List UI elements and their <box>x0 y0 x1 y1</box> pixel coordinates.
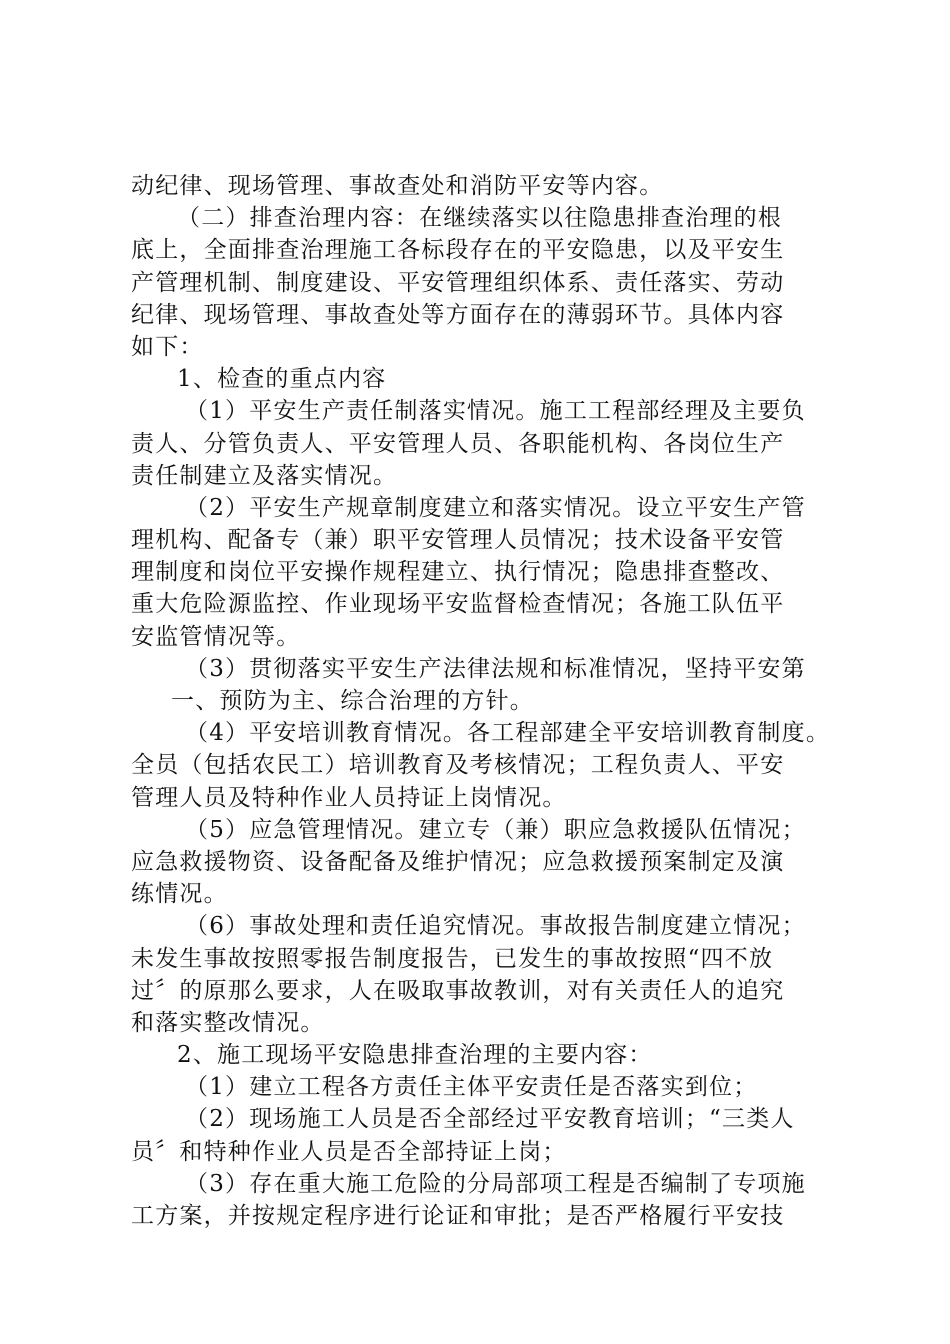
text-line: 理制度和岗位平安操作规程建立、执行情况；隐患排查整改、 <box>131 559 785 586</box>
text-line: 责人、分管负责人、平安管理人员、各职能机构、各岗位生产 <box>131 430 785 457</box>
text-line: 练情况。 <box>131 881 228 908</box>
text-line: 如下： <box>131 333 204 360</box>
text-line: （二）排查治理内容：在继续落实以往隐患排查治理的根 <box>177 205 782 232</box>
section-heading: 2、施工现场平安隐患排查治理的主要内容： <box>177 1042 653 1069</box>
text-line: 过〞的原那么要求，人在吸取事故教训，对有关责任人的追究 <box>131 977 785 1004</box>
text-line: （3）存在重大施工危险的分局部项工程是否编制了专项施 <box>185 1170 806 1197</box>
text-line: 管理人员及特种作业人员持证上岗情况。 <box>131 784 567 811</box>
text-line: 一、预防为主、综合治理的方针。 <box>171 688 534 714</box>
document-body <box>131 170 851 1232</box>
text-line: 责任制建立及落实情况。 <box>131 462 398 489</box>
text-line: 重大危险源监控、作业现场平安监督检查情况；各施工队伍平 <box>131 591 785 618</box>
text-line: （2）平安生产规章制度建立和落实情况。设立平安生产管 <box>185 494 806 521</box>
text-line: 员〞和特种作业人员是否全部持证上岗； <box>131 1138 567 1165</box>
text-line: 未发生事故按照零报告制度报告，已发生的事故按照“四不放 <box>131 945 774 972</box>
text-line: 安监管情况等。 <box>131 623 301 650</box>
text-line: （3）贯彻落实平安生产法律法规和标准情况，坚持平安第 <box>185 655 806 682</box>
text-line: （1）建立工程各方责任主体平安责任是否落实到位； <box>185 1074 758 1101</box>
text-line: 全员（包括农民工）培训教育及考核情况；工程负责人、平安 <box>131 752 785 779</box>
section-heading: 1、检查的重点内容 <box>177 366 387 393</box>
text-line: 和落实整改情况。 <box>131 1009 325 1036</box>
text-line: 应急救援物资、设备配备及维护情况；应急救援预案制定及演 <box>131 848 785 875</box>
text-line: （2）现场施工人员是否全部经过平安教育培训；“三类人 <box>185 1106 795 1133</box>
text-line: 纪律、现场管理、事故查处等方面存在的薄弱环节。具体内容 <box>131 301 785 328</box>
text-line: 工方案，并按规定程序进行论证和审批；是否严格履行平安技 <box>131 1203 785 1229</box>
text-line: 底上，全面排查治理施工各标段存在的平安隐患，以及平安生 <box>131 237 785 264</box>
text-line: （5）应急管理情况。建立专（兼）职应急救援队伍情况； <box>185 816 806 843</box>
text-line: （4）平安培训教育情况。各工程部建全平安培训教育制度。 <box>185 720 831 747</box>
text-line: 产管理机制、制度建设、平安管理组织体系、责任落实、劳动 <box>131 269 785 296</box>
text-line: 动纪律、现场管理、事故查处和消防平安等内容。 <box>131 173 664 199</box>
text-line: （6）事故处理和责任追究情况。事故报告制度建立情况； <box>185 913 806 940</box>
text-line: 理机构、配备专（兼）职平安管理人员情况；技术设备平安管 <box>131 527 785 554</box>
text-line: （1）平安生产责任制落实情况。施工工程部经理及主要负 <box>185 398 806 425</box>
